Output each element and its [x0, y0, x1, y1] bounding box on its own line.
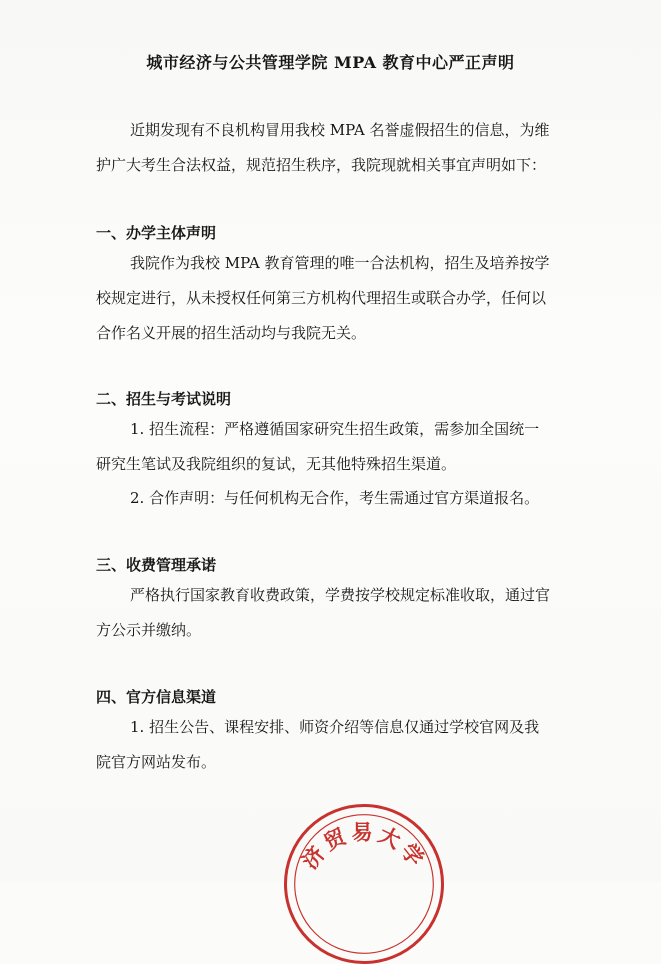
paragraph-line: 合作名义开展的招生活动均与我院无关。	[96, 324, 367, 342]
section-2-item-1	[96, 412, 578, 482]
paragraph-line: 2. 合作声明：与任何机构无合作，考生需通过官方渠道报名。	[130, 489, 540, 507]
paragraph-line: 校规定进行，从未授权任何第三方机构代理招生或联合办学，任何以	[96, 289, 547, 307]
intro-line: 近期发现有不良机构冒用我校 MPA 名誉虚假招生的信息，为维	[130, 121, 550, 139]
intro-paragraph	[96, 113, 578, 183]
paragraph-line: 我院作为我校 MPA 教育管理的唯一合法机构，招生及培养按学	[130, 254, 550, 272]
section-4-paragraph	[96, 710, 578, 780]
section-3-paragraph	[96, 578, 578, 648]
paragraph-line: 1. 招生公告、课程安排、师资介绍等信息仅通过学校官网及我	[130, 718, 540, 736]
section-heading-1: 一、办学主体声明	[96, 224, 217, 242]
paragraph-line: 方公示并缴纳。	[96, 621, 202, 639]
section-heading-4: 四、官方信息渠道	[96, 688, 217, 706]
section-heading-2: 二、招生与考试说明	[96, 390, 232, 408]
section-heading-3: 三、收费管理承诺	[96, 556, 217, 574]
section-1-paragraph	[96, 246, 578, 351]
page-title: 城市经济与公共管理学院 MPA 教育中心严正声明	[146, 53, 515, 72]
seal-text: 济贸易大学	[296, 819, 432, 874]
section-2-item-2	[96, 481, 578, 516]
paragraph-line: 严格执行国家教育收费政策，学费按学校规定标准收取，通过官	[130, 586, 551, 604]
paragraph-line: 1. 招生流程：严格遵循国家研究生招生政策，需参加全国统一	[130, 420, 540, 438]
official-seal	[284, 804, 444, 964]
paragraph-line: 院官方网站发布。	[96, 753, 217, 771]
svg-text:济贸易大学	[297, 820, 431, 874]
paragraph-line: 研究生笔试及我院组织的复试，无其他特殊招生渠道。	[96, 455, 457, 473]
intro-line: 护广大考生合法权益，规范招生秩序，我院现就相关事宜声明如下：	[96, 156, 547, 174]
seal-icon	[287, 807, 441, 961]
